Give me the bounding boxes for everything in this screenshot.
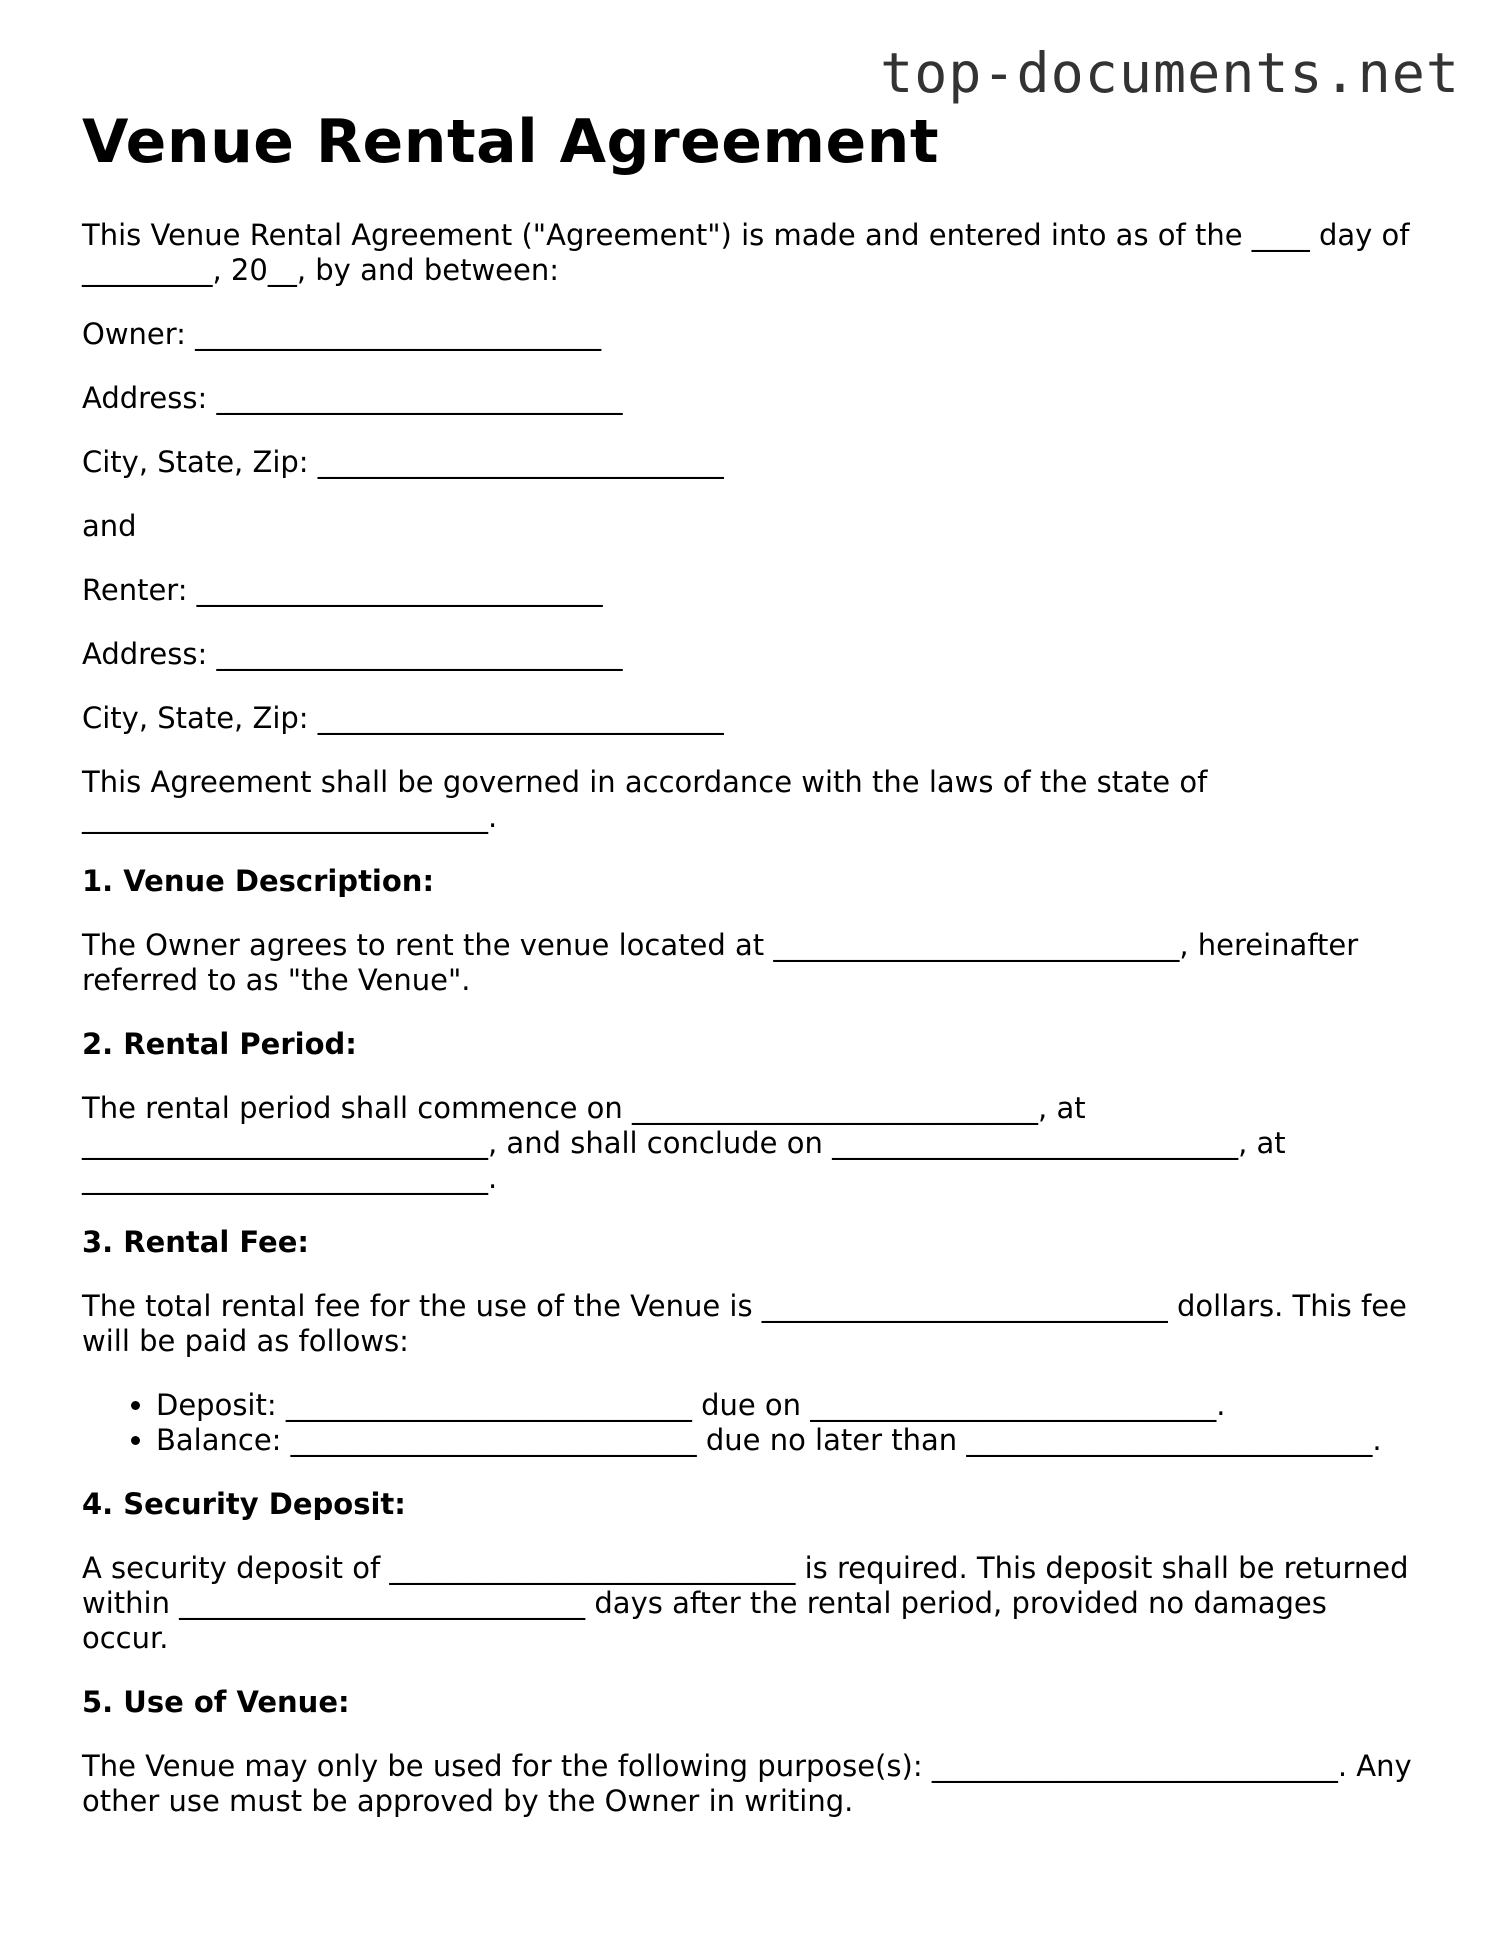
- and-text: and: [82, 509, 137, 543]
- section-heading-rental-fee: 3. Rental Fee:: [82, 1225, 309, 1259]
- governing-law-paragraph: This Agreement shall be governed in accordance with the laws of the state of ____________________________.: [82, 765, 1208, 834]
- owner-city-field: City, State, Zip: ____________________________: [82, 445, 724, 479]
- section-heading-use-of-venue: 5. Use of Venue:: [82, 1685, 350, 1719]
- document-body: [82, 106, 1422, 1848]
- intro-paragraph: This Venue Rental Agreement ("Agreement") is made and entered into as of the ____ day of _________, 20__, by and between:: [82, 218, 1410, 287]
- watermark: top-documents.net: [880, 41, 1460, 105]
- payment-item-deposit: • Deposit: ____________________________ due on ____________________________.: [156, 1388, 1422, 1423]
- renter-address-field: Address: ____________________________: [82, 637, 623, 671]
- owner-address-field: Address: ____________________________: [82, 381, 623, 415]
- security-deposit-text: A security deposit of ____________________________ is required. This deposit shall be returned within ____________________________ days after the rental period, provided no damages occur.: [82, 1551, 1409, 1655]
- use-of-venue-text: The Venue may only be used for the following purpose(s): ____________________________. Any other use must be approved by the Owner in writing.: [82, 1749, 1412, 1818]
- rental-period-text: The rental period shall commence on ____________________________, at ____________________________, and shall conclude on ____________________________, at ____________________________.: [82, 1091, 1286, 1195]
- document-title: Venue Rental Agreement: [82, 107, 940, 177]
- renter-city-field: City, State, Zip: ____________________________: [82, 701, 724, 735]
- payment-list: [82, 1388, 1422, 1458]
- payment-item-balance: • Balance: ____________________________ due no later than ____________________________.: [156, 1423, 1422, 1458]
- owner-name-field: Owner: ____________________________: [82, 317, 602, 351]
- section-heading-security-deposit: 4. Security Deposit:: [82, 1487, 406, 1521]
- venue-description-text: The Owner agrees to rent the venue located at ____________________________, hereinafter referred to as "the Venue".: [82, 928, 1359, 997]
- section-heading-rental-period: 2. Rental Period:: [82, 1027, 357, 1061]
- rental-fee-text: The total rental fee for the use of the Venue is ____________________________ dollars. This fee will be paid as follows:: [82, 1289, 1407, 1358]
- section-heading-venue-description: 1. Venue Description:: [82, 864, 435, 898]
- renter-name-field: Renter: ____________________________: [82, 573, 603, 607]
